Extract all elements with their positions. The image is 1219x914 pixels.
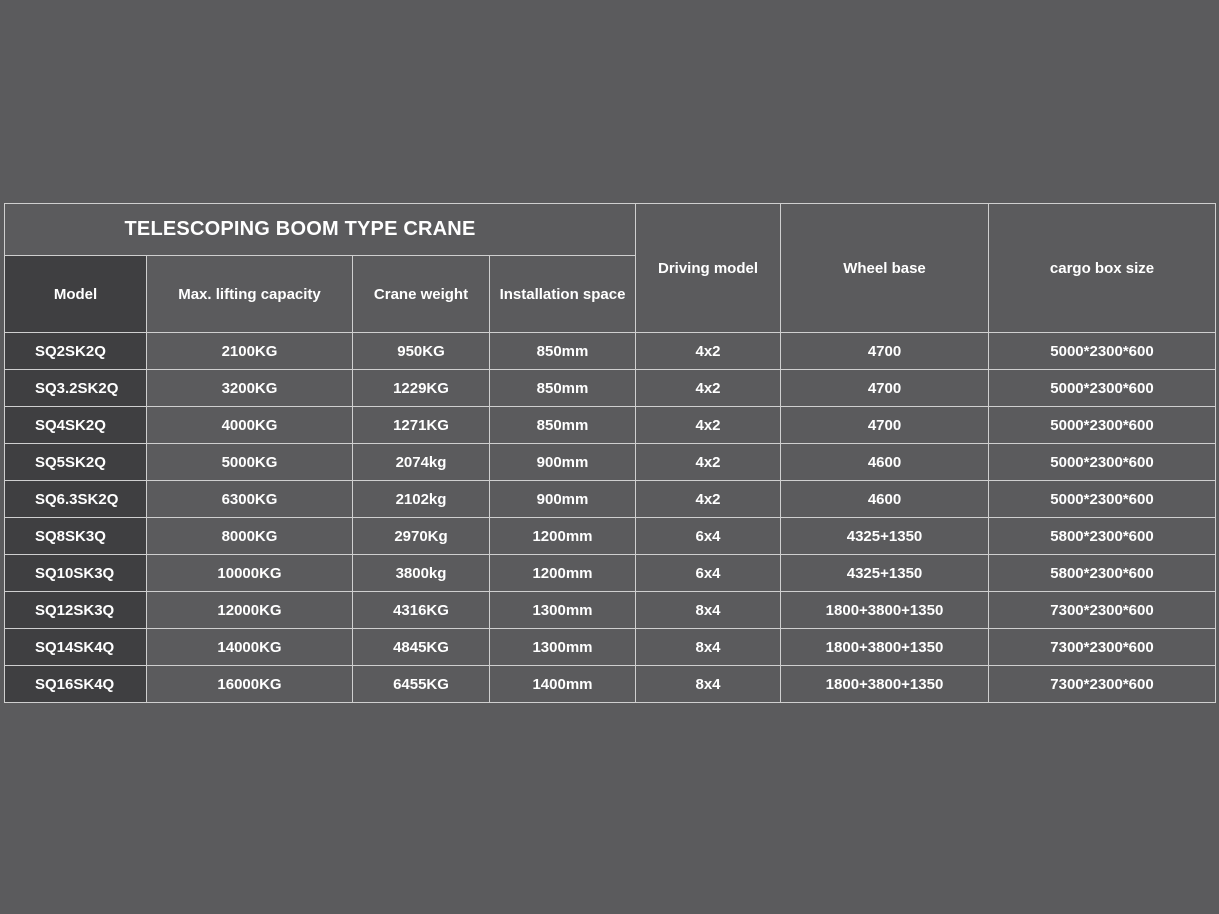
installation-space-cell: 1400mm — [490, 666, 636, 703]
table-row — [5, 444, 1216, 481]
driving-model-cell: 6x4 — [636, 518, 781, 555]
max-lifting-capacity-cell: 16000KG — [147, 666, 353, 703]
model-cell: SQ10SK3Q — [5, 555, 147, 592]
max-lifting-capacity-cell: 6300KG — [147, 481, 353, 518]
installation-space-cell: 850mm — [490, 333, 636, 370]
max-lifting-capacity-cell: 12000KG — [147, 592, 353, 629]
wheel-base-cell: 1800+3800+1350 — [781, 666, 989, 703]
crane-weight-cell: 1229KG — [353, 370, 490, 407]
wheel-base-cell: 4325+1350 — [781, 518, 989, 555]
installation-space-cell: 1300mm — [490, 629, 636, 666]
table-title: TELESCOPING BOOM TYPE CRANE — [5, 204, 636, 256]
crane-spec-table — [4, 203, 1216, 703]
cargo-box-size-cell: 5800*2300*600 — [989, 555, 1216, 592]
crane-weight-cell: 3800kg — [353, 555, 490, 592]
installation-space-cell: 1200mm — [490, 518, 636, 555]
table-body — [5, 333, 1216, 703]
model-cell: SQ16SK4Q — [5, 666, 147, 703]
max-lifting-capacity-cell: 3200KG — [147, 370, 353, 407]
header-crane-weight: Crane weight — [353, 256, 490, 333]
cargo-box-size-cell: 5000*2300*600 — [989, 444, 1216, 481]
max-lifting-capacity-cell: 10000KG — [147, 555, 353, 592]
table-row — [5, 518, 1216, 555]
crane-weight-cell: 2102kg — [353, 481, 490, 518]
cargo-box-size-cell: 5800*2300*600 — [989, 518, 1216, 555]
header-max-lifting-capacity: Max. lifting capacity — [147, 256, 353, 333]
model-cell: SQ3.2SK2Q — [5, 370, 147, 407]
wheel-base-cell: 4600 — [781, 444, 989, 481]
cargo-box-size-cell: 7300*2300*600 — [989, 592, 1216, 629]
table-row — [5, 666, 1216, 703]
max-lifting-capacity-cell: 8000KG — [147, 518, 353, 555]
header-wheel-base: Wheel base — [781, 204, 989, 333]
installation-space-cell: 850mm — [490, 370, 636, 407]
cargo-box-size-cell: 7300*2300*600 — [989, 629, 1216, 666]
cargo-box-size-cell: 5000*2300*600 — [989, 407, 1216, 444]
model-cell: SQ8SK3Q — [5, 518, 147, 555]
crane-weight-cell: 6455KG — [353, 666, 490, 703]
crane-weight-cell: 2074kg — [353, 444, 490, 481]
model-cell: SQ5SK2Q — [5, 444, 147, 481]
crane-weight-cell: 950KG — [353, 333, 490, 370]
driving-model-cell: 8x4 — [636, 592, 781, 629]
table-row — [5, 592, 1216, 629]
table-row — [5, 481, 1216, 518]
driving-model-cell: 4x2 — [636, 333, 781, 370]
wheel-base-cell: 4700 — [781, 370, 989, 407]
crane-weight-cell: 4316KG — [353, 592, 490, 629]
model-cell: SQ14SK4Q — [5, 629, 147, 666]
wheel-base-cell: 1800+3800+1350 — [781, 592, 989, 629]
table-row — [5, 407, 1216, 444]
cargo-box-size-cell: 7300*2300*600 — [989, 666, 1216, 703]
header-installation-space: Installation space — [490, 256, 636, 333]
driving-model-cell: 8x4 — [636, 666, 781, 703]
driving-model-cell: 6x4 — [636, 555, 781, 592]
header-model: Model — [5, 256, 147, 333]
max-lifting-capacity-cell: 2100KG — [147, 333, 353, 370]
header-driving-model: Driving model — [636, 204, 781, 333]
installation-space-cell: 900mm — [490, 444, 636, 481]
max-lifting-capacity-cell: 4000KG — [147, 407, 353, 444]
wheel-base-cell: 1800+3800+1350 — [781, 629, 989, 666]
crane-weight-cell: 1271KG — [353, 407, 490, 444]
cargo-box-size-cell: 5000*2300*600 — [989, 370, 1216, 407]
cargo-box-size-cell: 5000*2300*600 — [989, 481, 1216, 518]
table-title-row — [5, 204, 1216, 256]
driving-model-cell: 4x2 — [636, 481, 781, 518]
model-cell: SQ2SK2Q — [5, 333, 147, 370]
table-row — [5, 555, 1216, 592]
table-row — [5, 629, 1216, 666]
installation-space-cell: 1300mm — [490, 592, 636, 629]
driving-model-cell: 4x2 — [636, 370, 781, 407]
header-cargo-box-size: cargo box size — [989, 204, 1216, 333]
table-row — [5, 370, 1216, 407]
model-cell: SQ12SK3Q — [5, 592, 147, 629]
table-row — [5, 333, 1216, 370]
max-lifting-capacity-cell: 5000KG — [147, 444, 353, 481]
model-cell: SQ6.3SK2Q — [5, 481, 147, 518]
max-lifting-capacity-cell: 14000KG — [147, 629, 353, 666]
model-cell: SQ4SK2Q — [5, 407, 147, 444]
wheel-base-cell: 4700 — [781, 407, 989, 444]
wheel-base-cell: 4600 — [781, 481, 989, 518]
driving-model-cell: 8x4 — [636, 629, 781, 666]
driving-model-cell: 4x2 — [636, 444, 781, 481]
crane-weight-cell: 4845KG — [353, 629, 490, 666]
installation-space-cell: 1200mm — [490, 555, 636, 592]
crane-weight-cell: 2970Kg — [353, 518, 490, 555]
wheel-base-cell: 4325+1350 — [781, 555, 989, 592]
cargo-box-size-cell: 5000*2300*600 — [989, 333, 1216, 370]
wheel-base-cell: 4700 — [781, 333, 989, 370]
installation-space-cell: 900mm — [490, 481, 636, 518]
driving-model-cell: 4x2 — [636, 407, 781, 444]
installation-space-cell: 850mm — [490, 407, 636, 444]
